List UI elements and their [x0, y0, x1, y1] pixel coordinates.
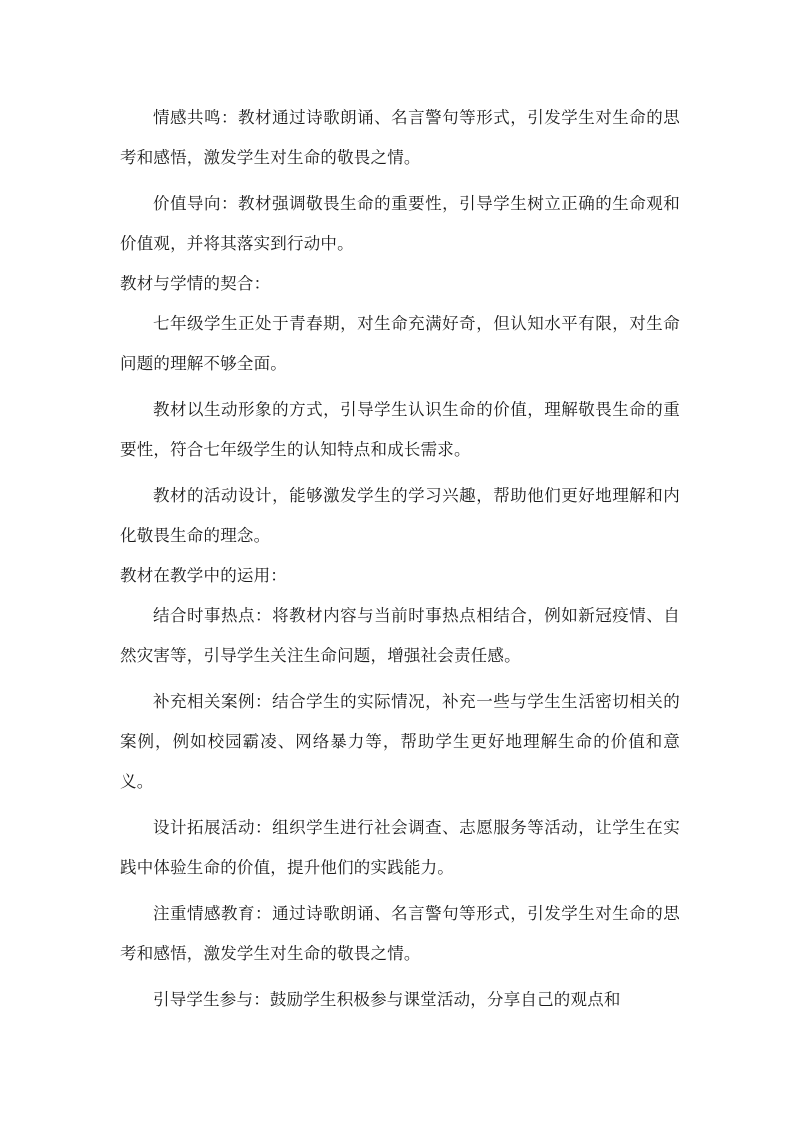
paragraph-current-events: 结合时事热点：将教材内容与当前时事热点相结合，例如新冠疫情、自然灾害等，引导学生关注生命问题，增强社会责任感。	[120, 606, 680, 665]
document-body	[120, 98, 680, 1020]
paragraph-student-participation: 引导学生参与：鼓励学生积极参与课堂活动，分享自己的观点和	[153, 990, 621, 1009]
section-heading-textbook-use: 教材在教学中的运用：	[120, 566, 287, 585]
paragraph-value-guidance: 价值导向：教材强调敬畏生命的重要性，引导学生树立正确的生命观和价值观，并将其落实到行动中。	[120, 194, 680, 253]
paragraph-grade-seven-students: 七年级学生正处于青春期，对生命充满好奇，但认知水平有限，对生命问题的理解不够全面。	[120, 314, 680, 373]
paragraph-vivid-approach: 教材以生动形象的方式，引导学生认识生命的价值，理解敬畏生命的重要性，符合七年级学生的认知特点和成长需求。	[120, 400, 680, 459]
paragraph-extension-activities: 设计拓展活动：组织学生进行社会调查、志愿服务等活动，让学生在实践中体验生命的价值，提升他们的实践能力。	[120, 818, 680, 877]
paragraph-emotional-resonance: 情感共鸣：教材通过诗歌朗诵、名言警句等形式，引发学生对生命的思考和感悟，激发学生对生命的敬畏之情。	[120, 108, 680, 167]
paragraph-related-cases: 补充相关案例：结合学生的实际情况，补充一些与学生生活密切相关的案例，例如校园霸凌、网络暴力等，帮助学生更好地理解生命的价值和意义。	[120, 692, 680, 791]
paragraph-activity-design: 教材的活动设计，能够激发学生的学习兴趣，帮助他们更好地理解和内化敬畏生命的理念。	[120, 486, 680, 545]
paragraph-emotional-education: 注重情感教育：通过诗歌朗诵、名言警句等形式，引发学生对生命的思考和感悟，激发学生对生命的敬畏之情。	[120, 904, 680, 963]
section-heading-textbook-fit: 教材与学情的契合：	[120, 274, 271, 293]
